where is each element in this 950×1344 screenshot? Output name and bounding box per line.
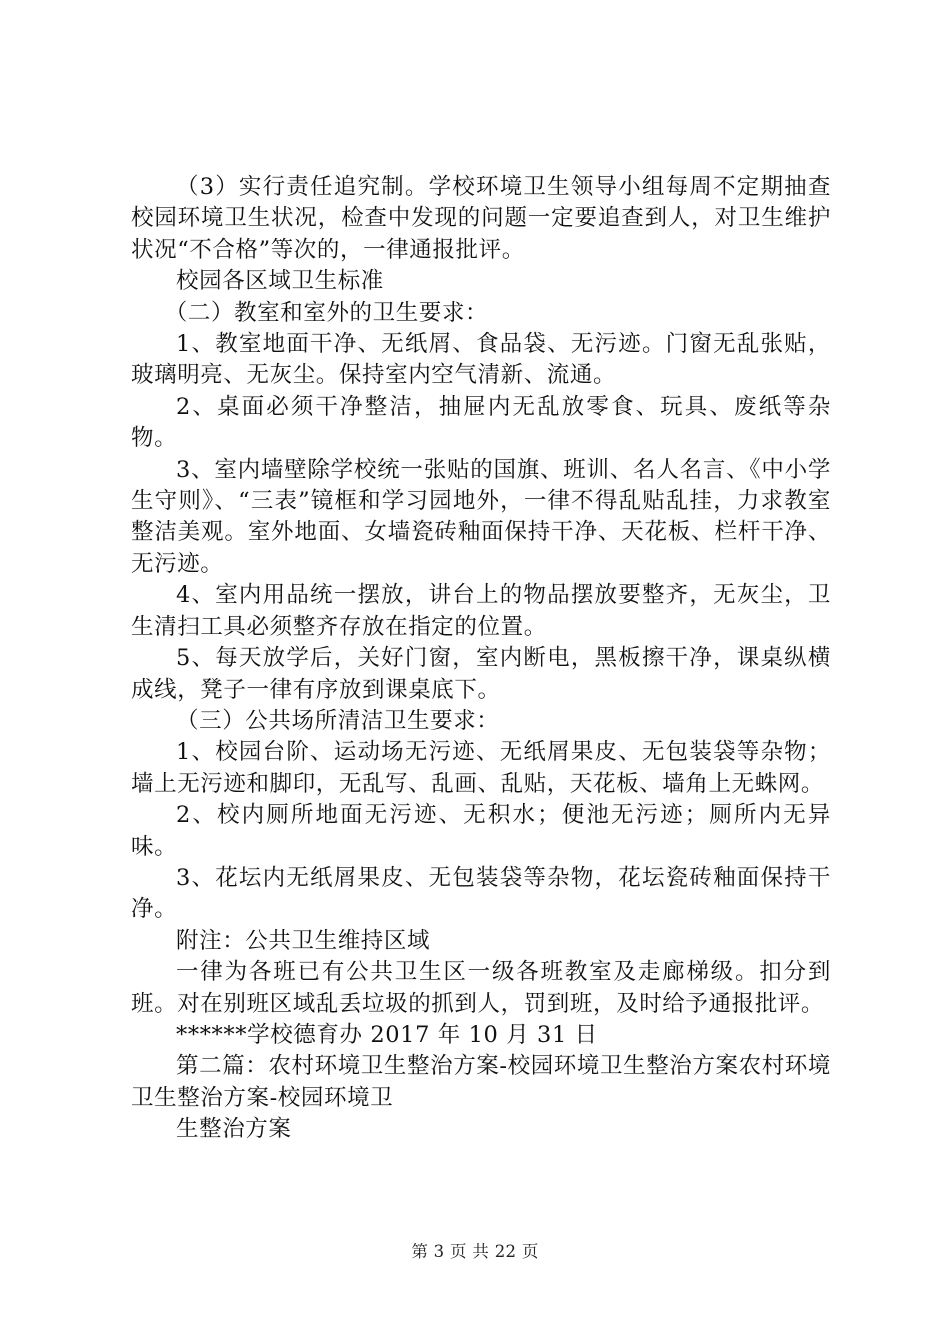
paragraph: 4、室内用品统一摆放，讲台上的物品摆放要整齐，无灰尘，卫生清扫工具必须整齐存放在指定的位置。 [131,582,831,640]
paragraph: （3）实行责任追究制。学校环境卫生领导小组每周不定期抽查校园环境卫生状况，检查中发现的问题一定要追查到人，对卫生维护状况“不合格”等次的，一律通报批评。 [131,174,831,263]
paragraph: 1、教室地面干净、无纸屑、食品袋、无污迹。门窗无乱张贴，玻璃明亮、无灰尘。保持室内空气清新、流通。 [131,331,831,389]
paragraph: 生整治方案 [176,1116,292,1143]
paragraph: （三）公共场所清洁卫生要求： [176,707,500,734]
paragraph: 校园各区域卫生标准 [176,268,384,295]
paragraph: 2、桌面必须干净整洁，抽屉内无乱放零食、玩具、废纸等杂物。 [131,393,831,452]
paragraph: 2、校内厕所地面无污迹、无积水；便池无污迹；厕所内无异味。 [131,802,831,860]
paragraph: （二）教室和室外的卫生要求： [164,299,489,326]
paragraph: 附注：公共卫生维持区域 [176,927,431,954]
paragraph: 3、花坛内无纸屑果皮、无包装袋等杂物，花坛瓷砖釉面保持干净。 [131,864,831,923]
paragraph: 第二篇：农村环境卫生整治方案-校园环境卫生整治方案农村环境卫生整治方案-校园环境卫 [131,1053,832,1111]
paragraph: 1、校园台阶、运动场无污迹、无纸屑果皮、无包装袋等杂物；墙上无污迹和脚印，无乱写、乱画、乱贴，天花板、墙角上无蛛网。 [131,739,831,797]
paragraph: 3、室内墙壁除学校统一张贴的国旗、班训、名人名言、《中小学生守则》、“三表”镜框和学习园地外，一律不得乱贴乱挂，力求教室整洁美观。室外地面、女墙瓷砖釉面保持干净、天花板、栏杆干净、无污迹。 [131,456,831,577]
paragraph: 一律为各班已有公共卫生区一级各班教室及走廊梯级。扣分到班。对在别班区域乱丢垃圾的抓到人，罚到班，及时给予通报批评。 [131,959,831,1017]
document-body [131,172,831,1146]
page-footer: 第 3 页 共 22 页 [411,1242,539,1261]
paragraph: 5、每天放学后，关好门窗，室内断电，黑板擦干净，课桌纵横成线，凳子一律有序放到课桌底下。 [131,645,831,703]
paragraph: ******学校德育办 2017 年 10 月 31 日 [176,1021,598,1048]
